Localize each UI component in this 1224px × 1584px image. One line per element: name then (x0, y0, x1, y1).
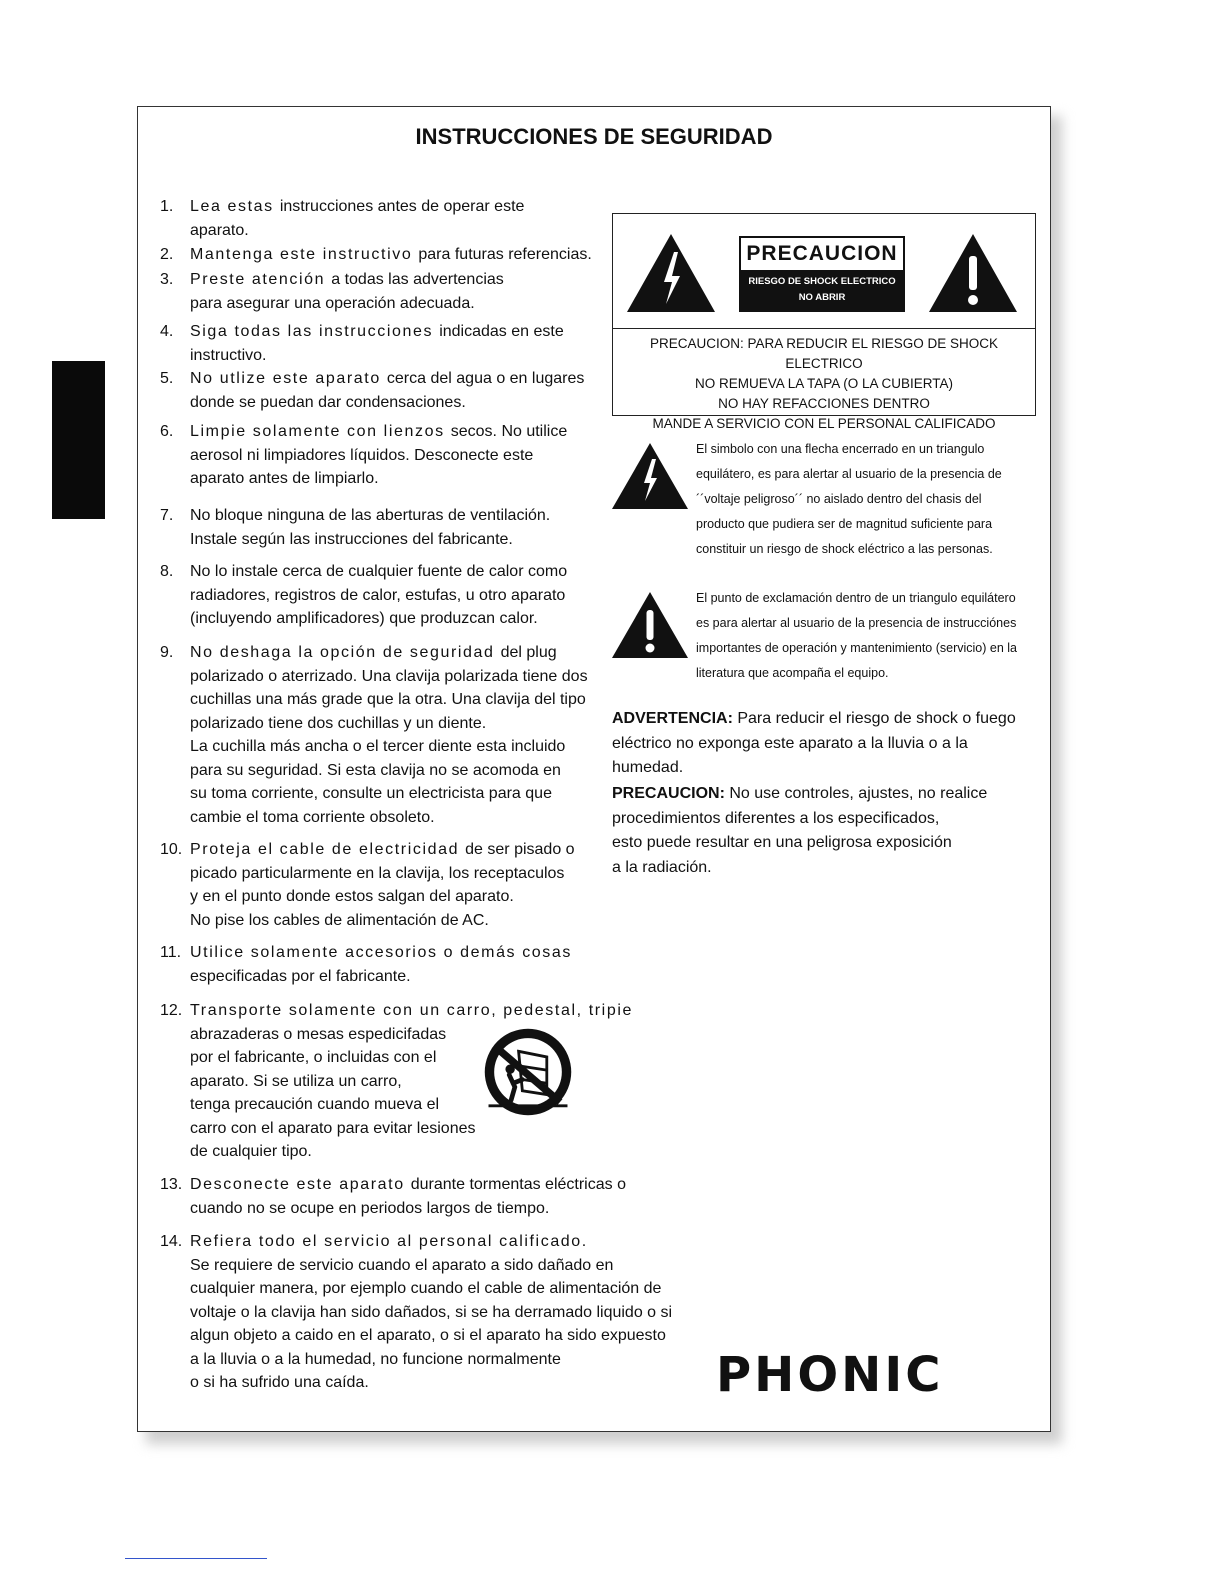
instruction-number: 3. (160, 271, 174, 288)
lightning-text-line: ´´voltaje peligroso´´ no aislado dentro del chasis del (696, 492, 982, 506)
instruction-line: cuando no se ocupe en periodos largos de tiempo. (190, 1199, 550, 1217)
instruction-line: No deshaga la opción de seguridad del plug (190, 644, 557, 661)
exclamation-text-line: El punto de exclamación dentro de un triangulo equilátero (696, 591, 1016, 605)
instruction-line: Refiera todo el servicio al personal calificado. (190, 1233, 588, 1250)
instruction-number: 4. (160, 323, 174, 340)
lightning-text-line: constituir un riesgo de shock eléctrico a las personas. (696, 542, 993, 556)
instruction-line: donde se puedan dar condensaciones. (190, 393, 466, 411)
footer-rule (125, 1558, 267, 1559)
instruction-number: 7. (160, 507, 174, 524)
lightning-text-line: producto que pudiera ser de magnitud suficiente para (696, 517, 993, 531)
caution-line: NO HAY REFACCIONES DENTRO (718, 396, 930, 411)
precaucion-line-label: PRECAUCION: (612, 785, 725, 802)
instruction-line: radiadores, registros de calor, estufas, u otro aparato (190, 586, 566, 604)
instruction-line: su toma corriente, consulte un electricista para que (190, 785, 552, 802)
instruction-line: No utlize este aparato cerca del agua o en lugares (190, 370, 585, 387)
caution-line: PRECAUCION: PARA REDUCIR EL RIESGO DE SHOCK ELECTRICO (649, 336, 999, 371)
instruction-line: Transporte solamente con un carro, pedestal, tripie (190, 1002, 633, 1019)
instruction-line: aparato. (190, 221, 249, 239)
instruction-line: No bloque ninguna de las aberturas de ventilación. (190, 507, 551, 524)
instruction-text (190, 1230, 720, 1395)
instruction-line: Se requiere de servicio cuando el aparato a sido dañado en (190, 1256, 614, 1274)
advertencia-line: humedad. (612, 759, 684, 776)
instruction-number: 2. (160, 246, 174, 263)
safety-card (137, 106, 1051, 1432)
exclamation-warning-icon (927, 232, 1019, 314)
precaucion-line: a la radiación. (612, 858, 712, 876)
instruction-item (160, 1230, 720, 1395)
instruction-number: 10. (160, 841, 183, 858)
instruction-line: Instale según las instrucciones del fabricante. (190, 530, 513, 548)
caution-label-title: PRECAUCION (746, 242, 898, 265)
instruction-number: 11. (160, 944, 182, 961)
lightning-text-line: equilátero, es para alertar al usuario de la presencia de (696, 467, 1002, 481)
instruction-line: especificadas por el fabricante. (190, 967, 411, 985)
caution-label (739, 236, 905, 312)
instruction-line: carro con el aparato para evitar lesiones (190, 1119, 476, 1137)
caution-line: NO REMUEVA LA TAPA (O LA CUBIERTA) (694, 376, 954, 391)
instruction-line: Proteja el cable de electricidad de ser pisado o (190, 841, 575, 858)
caution-text (613, 334, 1035, 434)
instruction-line: instructivo. (190, 346, 267, 364)
instruction-line: abrazaderas o mesas espedicifadas (190, 1025, 447, 1043)
instruction-number: 14. (160, 1233, 183, 1250)
instruction-line: aerosol ni limpiadores líquidos. Desconecte este (190, 446, 534, 464)
precaucion-line: esto puede resultar en una peligrosa exposición (612, 834, 952, 851)
instruction-line: Lea estas instrucciones antes de operar este (190, 198, 525, 215)
instruction-line: Desconecte este aparato durante tormentas eléctricas o (190, 1176, 626, 1193)
advertencia-line: ADVERTENCIA: Para reducir el riesgo de shock o fuego (612, 710, 1016, 727)
lightning-symbol-icon (610, 441, 690, 511)
caution-panel (612, 213, 1036, 431)
advertencia-paragraph (612, 707, 1036, 781)
lightning-explanation-text (696, 437, 1046, 562)
instruction-line: (incluyendo amplificadores) que produzcan calor. (190, 610, 538, 627)
exclamation-text-line: importantes de operación y mantenimiento (servicio) en la (696, 641, 1017, 655)
cart-warning-icon (481, 1025, 575, 1119)
precaucion-line: procedimientos diferentes a los especificados, (612, 809, 940, 827)
exclamation-explanation-text (696, 586, 1046, 686)
instruction-line: algun objeto a caido en el aparato, o si el aparato ha sido expuesto (190, 1327, 666, 1344)
caution-label-line1: RIESGO DE SHOCK ELECTRICO (748, 276, 896, 287)
instruction-line: Utilice solamente accesorios o demás cosas (190, 944, 573, 961)
instruction-line: aparato. Si se utiliza un carro, (190, 1072, 402, 1090)
instruction-line: No lo instale cerca de cualquier fuente de calor como (190, 563, 568, 580)
instruction-line: o si ha sufrido una caída. (190, 1374, 369, 1391)
instruction-line: polarizado tiene dos cuchillas y un diente. (190, 714, 487, 732)
section-tab (52, 361, 105, 519)
instruction-number: 5. (160, 370, 174, 387)
instruction-line: por el fabricante, o incluidas con el (190, 1049, 437, 1066)
instruction-line: cuchillas una más grade que la otra. Una clavija del tipo (190, 691, 586, 708)
caution-line: MANDE A SERVICIO CON EL PERSONAL CALIFICADO (652, 416, 996, 431)
instruction-number: 9. (160, 644, 174, 661)
instruction-line: cambie el toma corriente obsoleto. (190, 808, 435, 826)
instruction-line: cualquier manera, por ejemplo cuando el cable de alimentación de (190, 1280, 662, 1297)
page-title: INSTRUCCIONES DE SEGURIDAD (415, 124, 773, 149)
instruction-line: Limpie solamente con lienzos secos. No utilice (190, 423, 568, 440)
instruction-item (160, 999, 720, 1164)
instruction-text (190, 941, 720, 988)
exclamation-explanation (610, 586, 1040, 696)
instruction-line: a la lluvia o a la humedad, no funcione normalmente (190, 1350, 561, 1368)
instruction-line: polarizado o aterrizado. Una clavija polarizada tiene dos (190, 667, 588, 685)
instruction-number: 12. (160, 1002, 183, 1019)
instruction-number: 8. (160, 563, 174, 580)
advertencia-line: eléctrico no exponga este aparato a la lluvia o a la (612, 734, 968, 752)
instruction-line: de cualquier tipo. (190, 1143, 312, 1160)
instruction-line: para su seguridad. Si esta clavija no se acomoda en (190, 761, 561, 779)
lightning-warning-icon (625, 232, 717, 314)
advertencia-line-label: ADVERTENCIA: (612, 710, 733, 727)
lightning-text-line: El simbolo con una flecha encerrado en un triangulo (696, 442, 985, 456)
instruction-item (160, 941, 720, 988)
caution-label-band (741, 270, 903, 310)
instruction-line: para asegurar una operación adecuada. (190, 294, 475, 312)
instruction-line: Preste atención a todas las advertencias (190, 271, 504, 288)
exclamation-symbol-icon (610, 590, 690, 660)
caution-header (613, 214, 1035, 329)
instruction-number: 1. (160, 198, 174, 215)
instruction-line: tenga precaución cuando mueva el (190, 1096, 440, 1113)
caution-label-line2: NO ABRIR (798, 292, 846, 303)
instruction-number: 13. (160, 1176, 183, 1193)
instruction-item (160, 1173, 720, 1220)
instruction-text (190, 999, 720, 1164)
instruction-text (190, 1173, 720, 1220)
instruction-line: picado particularmente en la clavija, los receptaculos (190, 864, 565, 882)
instruction-line: y en el punto donde estos salgan del aparato. (190, 888, 514, 905)
exclamation-text-line: es para alertar al usuario de la presencia de instrucciónes (696, 616, 1017, 630)
instruction-line: Siga todas las instrucciones indicadas en este (190, 323, 564, 340)
exclamation-text-line: literatura que acompaña el equipo. (696, 666, 889, 680)
instruction-line: voltaje o la clavija han sido dañados, si se ha derramado liquido o si (190, 1303, 673, 1321)
precaucion-line: PRECAUCION: No use controles, ajustes, no realice (612, 785, 988, 802)
instruction-line: Mantenga este instructivo para futuras referencias. (190, 246, 592, 263)
precaucion-paragraph (612, 782, 1036, 880)
brand-logo: PHONIC (716, 1347, 944, 1403)
instruction-number: 6. (160, 423, 174, 440)
lightning-explanation (610, 437, 1040, 567)
instruction-line: aparato antes de limpiarlo. (190, 470, 379, 487)
instruction-line: La cuchilla más ancha o el tercer diente esta incluido (190, 738, 566, 755)
instruction-line: No pise los cables de alimentación de AC. (190, 911, 489, 929)
